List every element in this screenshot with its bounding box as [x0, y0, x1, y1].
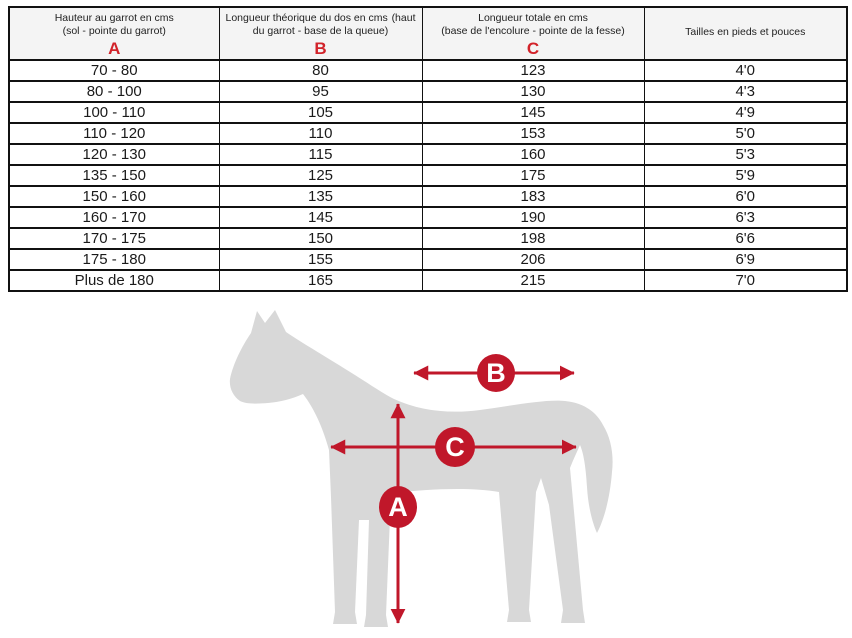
cell-size: 6'6	[644, 228, 847, 249]
table-row	[9, 186, 847, 207]
cell-total-length: 198	[422, 228, 644, 249]
cell-back-length: 115	[219, 144, 422, 165]
table-row	[9, 249, 847, 270]
cell-height: 80 - 100	[9, 81, 219, 102]
cell-height: 120 - 130	[9, 144, 219, 165]
header-c-letter: C	[526, 39, 540, 58]
cell-total-length: 190	[422, 207, 644, 228]
cell-back-length: 145	[219, 207, 422, 228]
cell-total-length: 183	[422, 186, 644, 207]
header-b-line1-left: Longueur théorique du dos en cms	[225, 12, 388, 24]
size-table	[8, 6, 848, 292]
table-row	[9, 228, 847, 249]
horse-measurement-diagram	[0, 290, 852, 638]
table-row	[9, 60, 847, 81]
cell-total-length: 123	[422, 60, 644, 81]
header-sizes-line1: Tailles en pieds et pouces	[685, 26, 806, 38]
cell-size: 5'3	[644, 144, 847, 165]
cell-total-length: 160	[422, 144, 644, 165]
cell-total-length: 145	[422, 102, 644, 123]
arrow-a-label: A	[388, 492, 408, 522]
cell-height: 170 - 175	[9, 228, 219, 249]
table-row	[9, 102, 847, 123]
measurement-arrow-b	[414, 354, 574, 392]
cell-back-length: 165	[219, 270, 422, 291]
cell-size: 4'3	[644, 81, 847, 102]
cell-back-length: 125	[219, 165, 422, 186]
cell-back-length: 150	[219, 228, 422, 249]
cell-back-length: 80	[219, 60, 422, 81]
table-row	[9, 81, 847, 102]
header-b-line1	[226, 12, 416, 25]
cell-back-length: 110	[219, 123, 422, 144]
cell-height: Plus de 180	[9, 270, 219, 291]
cell-total-length: 153	[422, 123, 644, 144]
header-b-line1-right: (haut	[391, 12, 416, 24]
arrow-c-label: C	[445, 432, 465, 462]
table-row	[9, 165, 847, 186]
cell-size: 5'9	[644, 165, 847, 186]
cell-back-length: 135	[219, 186, 422, 207]
cell-height: 135 - 150	[9, 165, 219, 186]
header-col-b	[219, 7, 422, 60]
cell-size: 5'0	[644, 123, 847, 144]
cell-height: 110 - 120	[9, 123, 219, 144]
cell-size: 4'9	[644, 102, 847, 123]
arrow-b-label: B	[486, 358, 506, 388]
header-b-line2: du garrot - base de la queue)	[252, 25, 389, 37]
table-row	[9, 270, 847, 291]
cell-size: 4'0	[644, 60, 847, 81]
cell-total-length: 175	[422, 165, 644, 186]
header-c-line1: Longueur totale en cms	[478, 12, 588, 24]
table-row	[9, 207, 847, 228]
header-b-letter: B	[314, 39, 327, 58]
header-col-a	[9, 7, 219, 60]
cell-size: 7'0	[644, 270, 847, 291]
horse-silhouette-icon	[230, 310, 613, 627]
header-c-line2: (base de l'encolure - pointe de la fesse)	[441, 25, 625, 37]
cell-back-length: 155	[219, 249, 422, 270]
cell-height: 70 - 80	[9, 60, 219, 81]
table-row	[9, 123, 847, 144]
cell-total-length: 130	[422, 81, 644, 102]
cell-back-length: 95	[219, 81, 422, 102]
cell-size: 6'9	[644, 249, 847, 270]
cell-size: 6'3	[644, 207, 847, 228]
header-sizes-wrap	[645, 8, 847, 59]
cell-total-length: 215	[422, 270, 644, 291]
header-a-wrap	[10, 8, 219, 59]
header-c-wrap	[423, 8, 644, 59]
cell-height: 100 - 110	[9, 102, 219, 123]
cell-total-length: 206	[422, 249, 644, 270]
cell-height: 150 - 160	[9, 186, 219, 207]
header-a-line2: (sol - pointe du garrot)	[62, 25, 166, 37]
header-b-wrap	[220, 8, 422, 59]
header-col-sizes	[644, 7, 847, 60]
cell-back-length: 105	[219, 102, 422, 123]
header-a-line1: Hauteur au garrot en cms	[54, 12, 174, 24]
header-col-c	[422, 7, 644, 60]
table-row	[9, 144, 847, 165]
cell-height: 175 - 180	[9, 249, 219, 270]
table-header-row	[9, 7, 847, 60]
cell-size: 6'0	[644, 186, 847, 207]
header-a-letter: A	[108, 39, 121, 58]
cell-height: 160 - 170	[9, 207, 219, 228]
